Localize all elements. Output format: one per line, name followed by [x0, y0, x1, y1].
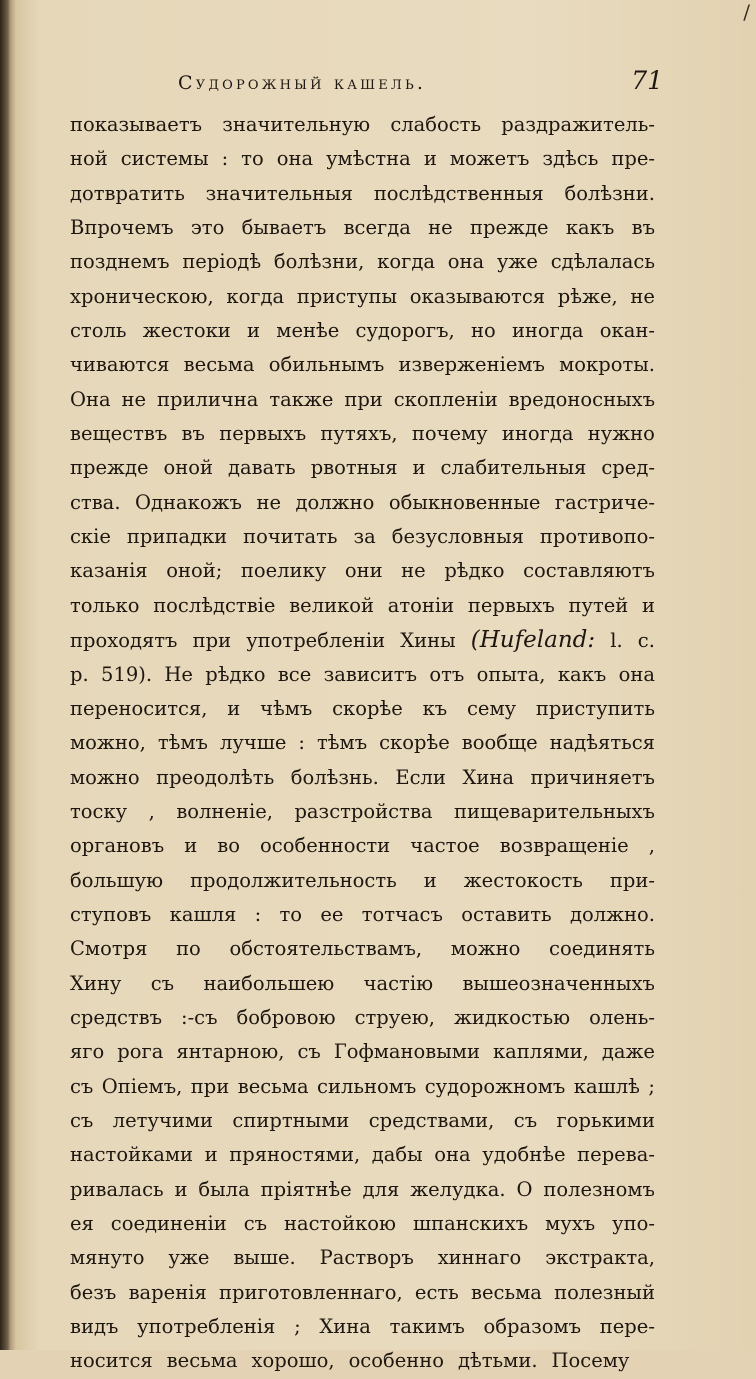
text-line: безъ варенія приготовленнаго, есть весьма полезный	[70, 1280, 655, 1304]
corner-mark: /	[743, 0, 750, 24]
running-head: Судорожный кашель.	[178, 72, 427, 94]
text-line: дотвратить значительныя послѣдственныя болѣзни.	[70, 181, 655, 205]
text-line: только послѣдствіе великой атоніи первыхъ путей и	[70, 593, 655, 617]
text-line: съ летучими спиртными средствами, съ горькими	[70, 1108, 655, 1132]
text-line: ривалась и была пріятнѣе для желудка. О полезномъ	[70, 1177, 655, 1201]
text-line: средствъ :-съ бобровою струею, жидкостью олень-	[70, 1005, 655, 1029]
text-line: съ Опіемъ, при весьма сильномъ судорожномъ кашлѣ ;	[70, 1074, 655, 1098]
text-line: казанія оной; поелику они не рѣдко составляютъ	[70, 559, 655, 583]
text-line: ступовъ кашля : то ее тотчасъ оставить должно.	[70, 902, 655, 926]
text-line: проходятъ при употребленіи Хины (Hufeland: l. c.	[70, 627, 655, 654]
text-line: яго рога янтарною, съ Гофмановыми каплями, даже	[70, 1040, 655, 1064]
text-line: можно, тѣмъ лучше : тѣмъ скорѣе вообще надѣяться	[70, 731, 655, 755]
text-line: чиваются весьма обильнымъ изверженіемъ мокроты.	[70, 353, 655, 377]
text-line: Она не прилична также при скопленіи вредоносныхъ	[70, 387, 655, 411]
text-line: столь жестоки и менѣе судорогъ, но иногда окан-	[70, 319, 655, 343]
text-line: p. 519). Не рѣдко все зависитъ отъ опыта, какъ она	[70, 662, 655, 686]
page-number: 71	[631, 66, 663, 95]
text-line: скіе припадки почитать за безусловныя противопо-	[70, 525, 655, 549]
text-line: органовъ и во особенности частое возвращеніе ,	[70, 834, 655, 858]
text-line: показываетъ значительную слабость раздражитель-	[70, 113, 655, 136]
text-line: большую продолжительность и жестокость при-	[70, 868, 655, 892]
text-line: Смотря по обстоятельствамъ, можно соединять	[70, 937, 655, 961]
text-line: Впрочемъ это бываетъ всегда не прежде какъ въ	[70, 216, 655, 240]
text-line: видъ употребленія ; Хина такимъ образомъ пере-	[70, 1315, 655, 1339]
text-line: Хину съ наибольшею частію вышеозначенныхъ	[70, 971, 655, 995]
text-line: ея соединеніи съ настойкою шпанскихъ мухъ упо-	[70, 1212, 655, 1235]
text-line: можно преодолѣть болѣзнь. Если Хина причиняетъ	[70, 765, 655, 789]
text-line: носится весьма хорошо, особенно дѣтьми. Посему	[70, 1349, 630, 1373]
text-line: прежде оной давать рвотныя и слабительныя сред-	[70, 456, 655, 480]
page-header	[178, 66, 663, 110]
text-line: настойками и пряностями, дабы она удобнѣе перева-	[70, 1143, 655, 1167]
text-line: веществъ въ первыхъ путяхъ, почему иногда нужно	[70, 422, 655, 446]
text-line: хроническою, когда приступы оказываются рѣже, не	[70, 284, 655, 308]
body-text	[70, 108, 655, 1379]
text-line: ной системы : то она умѣстна и можетъ здѣсь пре-	[70, 147, 655, 171]
book-spine-shadow	[0, 0, 10, 1350]
text-line: переносится, и чѣмъ скорѣе къ сему приступить	[70, 696, 655, 720]
text-line: ства. Однакожъ не должно обыкновенные гастриче-	[70, 490, 655, 514]
text-line: тоску , волненіе, разстройства пищеварительныхъ	[70, 799, 655, 823]
text-line: позднемъ періодѣ болѣзни, когда она уже сдѣлалась	[70, 250, 655, 274]
text-line: мянуто уже выше. Растворъ хиннаго экстракта,	[70, 1246, 655, 1270]
